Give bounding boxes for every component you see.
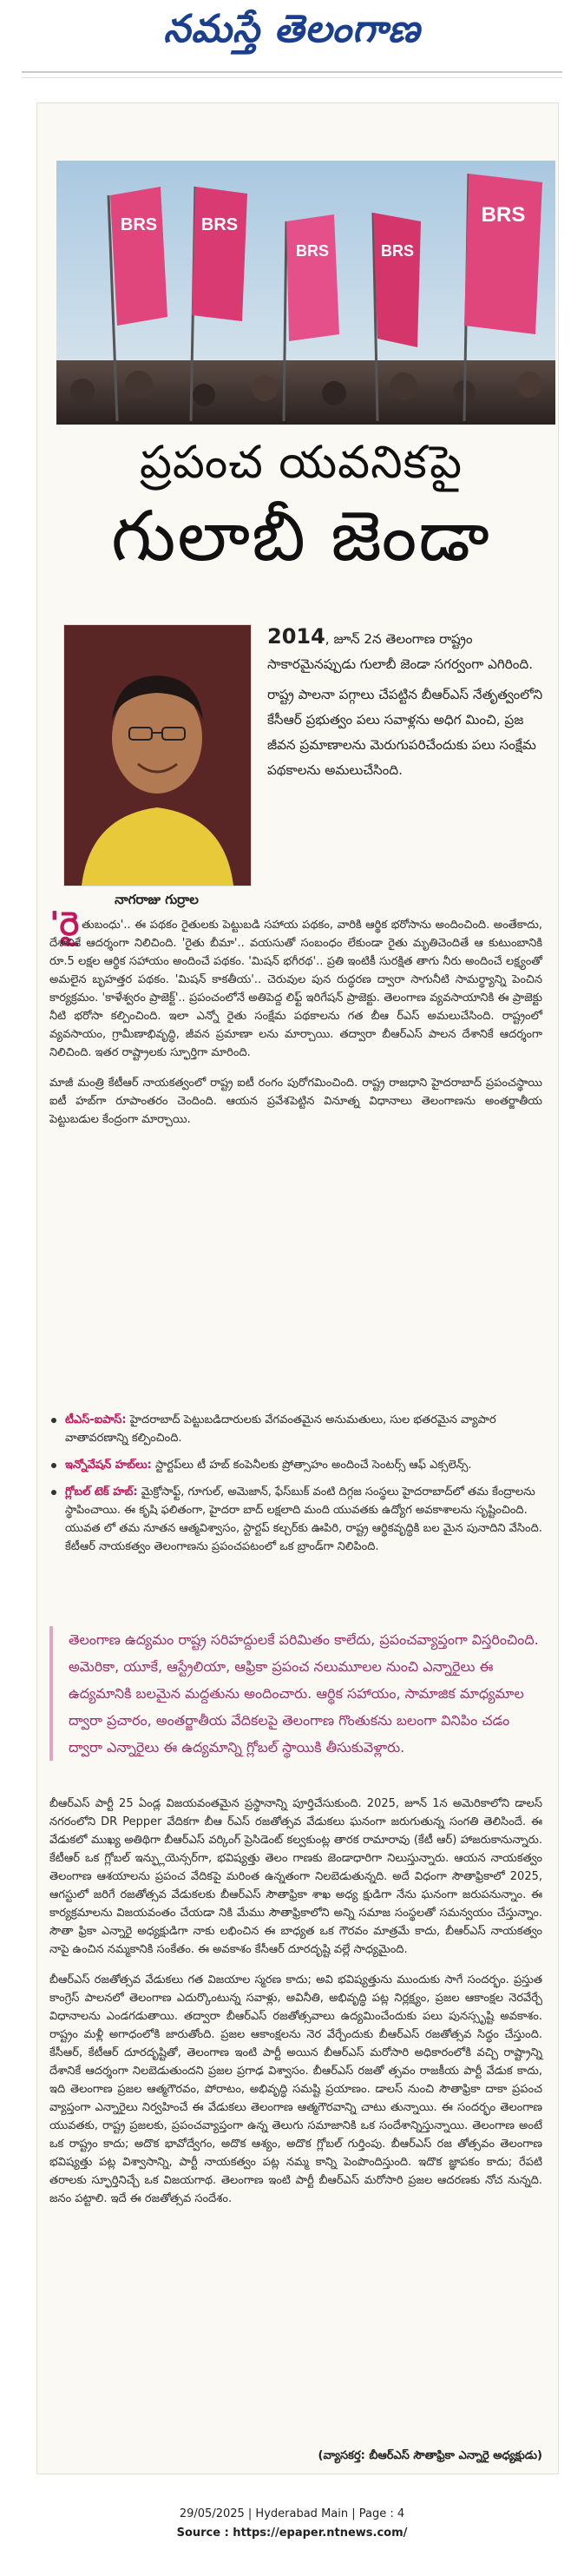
bullet-text: హైదరాబాద్ పెట్టుబడిదారులకు వేగవంతమైన అనుమతులు, సుల భతరమైన వ్యాపార వాతావరణాన్ని కల్పించింది. — [65, 1413, 496, 1445]
bullet-text: స్టార్టప్‌లు టీ హబ్ కంపెనీలకు ప్రోత్సాహం అందించే సెంటర్స్ ఆఫ్ ఎక్సలెన్స్. — [151, 1459, 472, 1472]
body-paragraph-3: బీఆర్ఎస్ పార్టీ 25 ఏండ్ల విజయవంతమైన ప్రస్థానాన్ని పూర్తిచేసుకుంది. 2025, జూన్ 1న అమెరికాలోని డాలస్ నగరంలోని DR Pepper వేదికగా బీఆ ర్ఎస్ రజతోత్సవ వేడుకలు ఘనంగా జరుగుతున్న సంగతి తెలిసిందే. ఈ వేడుకలో ముఖ్య అతిథిగా బీఆర్ఎస్ వర్కింగ్ ప్రెసిడెంట్ కల్వకుంట్ల తారక రామారావు (కేటీ ఆర్) హాజరుకానున్నారు. కేటీఆర్ ఒక గ్లోబల్ ఇన్ఫ్లుయెన్సర్‌గా, భవిష్యత్తు తెలం గాణకు జెండాధారిగా నిలుస్తున్నారు. ఆయన నాయకత్వం తెలంగాణ ఆశయాలను ప్రపంచ వేదికపై మరింత ఉన్నతంగా నిలబెడుతున్నది. అదే విధంగా సౌతాఫ్రికాలో 2025, ఆగస్టులో జరిగే రజతోత్సవ వేడుకలకు బీఆర్ఎస్ సౌతాఫ్రికా శాఖ అధ్య క్షుడిగా నేను ఘనంగా జరుపనున్నాం. ఈ కార్యక్రమాలను విజయవంతం చేయడా నికి మేము సౌతాఫ్రికాలోని అన్ని సమాజ సంస్థలతో సమన్వయం చేస్తున్నాం. సౌతా ఫ్రికా ఎన్నారై అధ్యక్షుడిగా నాకు లభించిన ఈ బాధ్యత ఒక గౌరవం మాత్రమే కాదు, బీఆర్ఎస్ నాయకత్వం నాపై ఉంచిన నమ్మకానికి సంకేతం. ఈ అవకాశం కేసీఆర్ దూరదృష్టి వల్లే సాధ్యమైంది. — [49, 1797, 542, 1956]
drop-cap: 'రై — [49, 905, 80, 943]
body-paragraph-4: బీఆర్ఎస్ రజతోత్సవ వేడుకలు గత విజయాల స్మరణ కాదు; అవి భవిష్యత్తును ముందుకు సాగే సందర్భం. ప్రస్తుత కాంగ్రెస్ పాలనలో తెలంగాణ ఎదుర్కొంటున్న సవాళ్లు, అవినీతి, అభివృద్ధి పట్ల నిర్లక్ష్యం, ప్రజల ఆకాంక్షల నెరవేర్చే విధానాలను ఎండగడుతాయి. తద్వారా బీఆర్ఎస్ రజతోత్సవాలు ఉద్యమించేందుకు పలు పునస్సృష్టి అవకాశం. రాష్ట్రం మళ్లీ అగాధంలోకి జారుతోంది. ప్రజల ఆకాంక్షలను నెర వేర్చేందుకు బీఆర్ఎస్ రజతోత్సవ సిద్ధం చేస్తుంది. కేసీఆర్, కేటీఆర్ దూరదృష్టితో, తెలంగాణ ఇంటి పార్టీ అయిన బీఆర్ఎస్ మరోసారి అధికారంలోకి వచ్చి రాష్ట్రాన్ని దేశానికే ఆదర్శంగా నిలబెడుతుందని ప్రజల ప్రగాఢ విశ్వాసం. బీఆర్ఎస్ రజతో త్సవం రాజకీయ పార్టీ వేడుక కాదు, ఇది తెలంగాణ ప్రజల ఆత్మగౌరవం, పోరాటం, అభివృద్ధి సమష్టి ప్రయాణం. డాలస్ నుంచి సౌతాఫ్రికా దాకా ప్రపంచ వ్యాప్తంగా ఎన్నారైలు నిర్వహించే ఈ వేడుకలు తెలంగాణ ఆత్మగౌరవాన్ని చాటు తున్నాయి. ఈ సందర్భం తెలంగాణ యువతకు, రాష్ట్ర ప్రజలకు, ప్రపంచవ్యాప్తంగా ఉన్న తెలుగు సమాజానికి ఒక సందేశాన్నిస్తున్నాయి. తెలంగాణ అంటే ఒక రాష్ట్రం కాదు; అదొక భావోద్వేగం, అదొక ఆశ్యం, అదొక గ్లోబల్ గుర్తింపు. బీఆర్ఎస్ రజ తోత్సవం తెలంగాణ భవిష్యత్తు పట్ల విశ్వాసాన్ని, పార్టీ నాయకత్వం పట్ల నమ్మ కాన్ని పెంపొందిస్తుంది. ఇదొక జ్ఞాపకం కాదు; రేపటి తరాలకు స్ఫూర్తినిచ్చే ఒక విజయగాథ. తెలంగాణ ఇంటి పార్టీ బీఆర్ఎస్ మరోసారి ప్రజల ఆదరణకు నోచ నున్నది. జనం పట్టాలి. ఇదే ఈ రజతోత్సవ సందేశం. — [49, 1973, 542, 2205]
lead-paragraph — [267, 624, 554, 788]
lead-text-1: , జూన్ 2న తెలంగాణ రాష్ట్రం సాకారమైనప్పుడు గులాబీ జెండా సగర్వంగా ఎగిరింది. — [267, 631, 534, 672]
pull-quote: తెలంగాణ ఉద్యమం రాష్ట్ర సరిహద్దులకే పరిమితం కాలేదు, ప్రపంచవ్యాప్తంగా విస్తరించింది. అమెరికా, యూకే, ఆస్ట్రేలియా, ఆఫ్రికా ప్రపంచ నలుమూలల నుంచి ఎన్నారైలు ఈ ఉద్యమానికి బలమైన మద్దతును అందించారు. ఆర్థిక సహాయం, సామాజిక మాధ్యమాల ద్వారా ప్రచారం, అంతర్జాతీయ వేదికలపై తెలంగాణ గొంతుకను బలంగా వినిపిం చడం ద్వారా ఎన్నారైలు ఈ ఉద్యమాన్ని గ్లోబల్ స్థాయికి తీసుకువెళ్లారు. — [49, 1626, 542, 1761]
article-body-continued — [49, 1795, 542, 2220]
flag-label: BRS — [295, 242, 330, 260]
masthead-divider — [22, 71, 562, 73]
source-link[interactable]: Source : https://epaper.ntnews.com/ — [176, 2527, 408, 2540]
flag-label: BRS — [380, 242, 415, 260]
masthead-divider-thin — [22, 77, 562, 78]
lead-year: 2014 — [267, 624, 325, 649]
body-paragraph-2: మాజీ మంత్రి కేటీఆర్ నాయకత్వంలో రాష్ట్ర ఐటీ రంగం పురోగమించింది. రాష్ట్ర రాజధాని హైదరాబాద్ ప్రపంచస్థాయి ఐటీ హబ్‌గా రూపాంతరం చెందింది. ఆయన ప్రవేశపెట్టిన వినూత్న విధానాలు తెలంగాణను అంతర్జాతీయ పెట్టుబడుల కేంద్రంగా మార్చాయి. — [49, 1077, 542, 1126]
author-photo — [63, 624, 252, 886]
bullet-label: గ్లోబల్ టెక్ హబ్: — [65, 1486, 138, 1499]
flag-label: BRS — [120, 215, 158, 234]
article-clipping — [36, 102, 559, 2474]
flag-label: BRS — [200, 215, 239, 234]
list-item — [49, 1483, 542, 1556]
flag-label: BRS — [481, 203, 526, 227]
author-name: నాగరాజు గుర్రాల — [115, 892, 199, 907]
bullet-icon — [51, 1463, 56, 1468]
list-item — [49, 1411, 542, 1447]
author-byline: (వ్యాసకర్త: బీఆర్ఎస్ సౌతాఫ్రికా ఎన్నారై అధ్యక్షుడు) — [318, 2449, 542, 2462]
bullet-text: మైక్రోసాఫ్ట్, గూగుల్, అమెజాన్, ఫేస్‌బుక్ వంటి దిగ్గజ సంస్థలు హైదరాబాద్‌లో తమ కేంద్రాలను స్థాపించాయి. ఈ కృషి ఫలితంగా, హైదరా బాద్ లక్షలాది మంది యువతకు ఉద్యోగ అవకాశాలను సృష్టించింది. యువత లో తమ నూతన ఆత్మవిశ్వాసం, స్టార్టప్ కల్చర్‌కు ఊపిరి, రాష్ట్ర ఆర్థికవృద్ధికి బల మైన పునాదిని వేసింది. కేటీఆర్ నాయకత్వం తెలంగాణను ప్రపంచపటంలో ఒక బ్రాండ్‌గా నిలిపింది. — [65, 1486, 542, 1553]
bullet-label: ఇన్నోవేషన్ హబ్‌లు: — [65, 1459, 152, 1472]
brs-flag — [110, 187, 167, 326]
newspaper-title: నమస్తే తెలంగాణ — [163, 7, 421, 51]
bullet-label: టీఎస్-ఐపాస్: — [65, 1413, 127, 1426]
list-item — [49, 1456, 542, 1474]
page-info: 29/05/2025 | Hyderabad Main | Page : 4 — [179, 2507, 405, 2520]
bullet-icon — [51, 1490, 56, 1495]
bullet-icon — [51, 1418, 56, 1423]
headline-line-1: ప్రపంచ యవనికపై — [139, 437, 463, 489]
article-body — [49, 905, 542, 1141]
brs-flags-photo — [56, 161, 555, 425]
brs-flag — [464, 174, 542, 334]
lead-text-2: రాష్ట్ర పాలనా పగ్గాలు చేపట్టిన బీఆర్ఎస్ నేతృత్వంలోని కేసీఆర్ ప్రభుత్వం పలు సవాళ్లను అధిగ మించి, ప్రజ జీవన ప్రమాణాలను మెరుగుపరిచేందుకు పలు సంక్షేమ పథకాలను అమలుచేసింది. — [267, 687, 543, 778]
brs-flag — [192, 187, 247, 321]
it-highlights-list — [49, 1411, 542, 1565]
body-paragraph-1: తుబంధు'.. ఈ పథకం రైతులకు పెట్టుబడి సహాయ పథకం, వారికి ఆర్థిక భరోసాను అందించింది. అంతేకాదు, దేశానికే ఆదర్శంగా నిలిచింది. 'రైతు బీమా'.. వయసుతో సంబంధం లేకుండా రైతు మృతిచెందితే ఆ కుటుంబానికి రూ.5 లక్షల ఆర్థిక సహాయం అందించే పథకం. 'మిషన్ భగీరథ'.. ప్రతి ఇంటికీ సురక్షిత తాగు నీరు అందించే లక్ష్యంతో అమలైన బృహత్తర పథకం. 'మిషన్ కాకతీయ'.. చెరువుల పున రుద్ధరణ ద్వారా సాగునీటి సామర్థ్యాన్ని పెంచిన కార్యక్రమం. 'కాళేశ్వరం ప్రాజెక్ట్'.. ప్రపంచంలోనే అతిపెద్ద లిఫ్ట్ ఇరిగేషన్ ప్రాజెక్టు. తెలంగాణ వ్యవసాయానికి ఈ ప్రాజెక్టు నీటి భరోసా కల్పించింది. ఇలా ఎన్నో రైతు సంక్షేమ పథకాలను గత బీఆ ర్ఎస్ అమలుచేసింది. రాష్ట్రంలో వ్యవసాయం, గ్రామీణాభివృద్ధి, జీవన ప్రమాణా లను మార్చాయి. తద్వారా బీఆర్ఎస్ పాలన దేశానికే ఆదర్శంగా నిలిచింది. ఇతర రాష్ట్రాలకు స్ఫూర్తిగా మారింది. — [49, 919, 542, 1059]
brs-flag — [373, 213, 421, 347]
headline-line-2: గులాబీ జెండా — [111, 496, 491, 576]
brs-flag — [286, 214, 339, 341]
masthead — [0, 0, 584, 82]
